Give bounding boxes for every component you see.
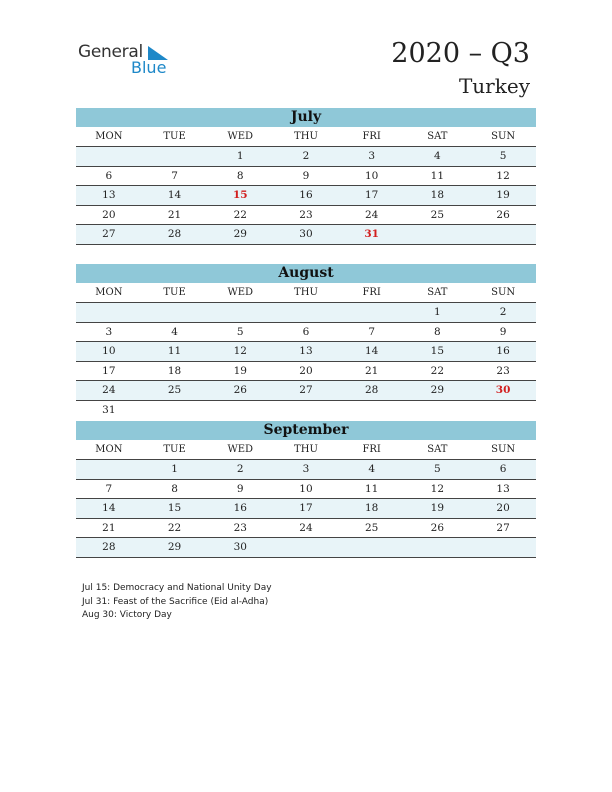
page-title: 2020 – Q3 xyxy=(391,38,530,69)
weekday-label: FRI xyxy=(339,440,405,460)
day-cell: 14 xyxy=(142,186,208,206)
day-cell xyxy=(405,538,471,558)
day-cell: 7 xyxy=(76,479,142,499)
day-cell: 4 xyxy=(142,322,208,342)
day-cell: 27 xyxy=(273,381,339,401)
weekday-label: SAT xyxy=(405,440,471,460)
month-title: September xyxy=(76,421,536,440)
day-cell: 31 xyxy=(102,403,116,416)
day-cell: 8 xyxy=(405,322,471,342)
day-cell: 4 xyxy=(405,147,471,167)
calendar-grid xyxy=(76,283,536,419)
day-cell: 29 xyxy=(142,538,208,558)
day-cell: 24 xyxy=(76,381,142,401)
day-cell: 15 xyxy=(142,499,208,519)
month-title: August xyxy=(76,264,536,283)
day-cell: 22 xyxy=(405,361,471,381)
day-cell: 3 xyxy=(76,322,142,342)
weekday-label: FRI xyxy=(339,127,405,147)
day-cell: 9 xyxy=(470,322,536,342)
week-row xyxy=(76,538,536,558)
weekday-label: MON xyxy=(76,283,142,303)
day-cell: 21 xyxy=(142,205,208,225)
day-cell: 2 xyxy=(273,147,339,167)
day-cell: 12 xyxy=(207,342,273,362)
day-cell xyxy=(207,303,273,323)
day-cell: 29 xyxy=(207,225,273,245)
day-cell: 17 xyxy=(273,499,339,519)
day-cell: 10 xyxy=(273,479,339,499)
day-cell: 18 xyxy=(142,361,208,381)
week-row xyxy=(76,499,536,519)
day-cell: 8 xyxy=(207,166,273,186)
country-name: Turkey xyxy=(458,74,530,98)
day-cell: 20 xyxy=(273,361,339,381)
weekday-label: TUE xyxy=(142,440,208,460)
weekday-label: MON xyxy=(76,127,142,147)
day-cell: 2 xyxy=(470,303,536,323)
day-cell: 12 xyxy=(405,479,471,499)
day-cell: 3 xyxy=(273,460,339,480)
day-cell: 22 xyxy=(207,205,273,225)
day-cell: 19 xyxy=(470,186,536,206)
day-cell: 25 xyxy=(339,518,405,538)
week-row xyxy=(76,322,536,342)
holiday-note: Jul 31: Feast of the Sacrifice (Eid al-Adha) xyxy=(82,596,269,607)
weekday-label: TUE xyxy=(142,127,208,147)
day-cell: 31 xyxy=(339,225,405,245)
holiday-notes xyxy=(82,582,272,623)
day-cell: 21 xyxy=(339,361,405,381)
day-cell xyxy=(470,225,536,245)
week-row xyxy=(76,205,536,225)
calendar-grid xyxy=(76,127,536,245)
generalblue-logo xyxy=(78,42,178,82)
weekday-label: FRI xyxy=(339,283,405,303)
week-row xyxy=(76,381,536,401)
day-cell: 21 xyxy=(76,518,142,538)
weekday-header-row xyxy=(76,440,536,460)
day-cell xyxy=(142,303,208,323)
day-cell: 14 xyxy=(76,499,142,519)
day-cell xyxy=(76,147,142,167)
day-cell: 11 xyxy=(142,342,208,362)
day-cell: 8 xyxy=(142,479,208,499)
day-cell: 6 xyxy=(470,460,536,480)
day-cell xyxy=(470,400,536,419)
day-cell: 7 xyxy=(339,322,405,342)
weekday-label: THU xyxy=(273,127,339,147)
day-cell: 22 xyxy=(142,518,208,538)
weekday-label: WED xyxy=(207,127,273,147)
weekday-label: WED xyxy=(207,440,273,460)
calendar-grid xyxy=(76,440,536,558)
day-cell xyxy=(76,303,142,323)
day-cell: 28 xyxy=(142,225,208,245)
week-row xyxy=(76,303,536,323)
week-row xyxy=(76,479,536,499)
day-cell: 23 xyxy=(207,518,273,538)
day-cell: 30 xyxy=(273,225,339,245)
day-cell: 26 xyxy=(207,381,273,401)
day-cell: 24 xyxy=(273,518,339,538)
weekday-label: SUN xyxy=(470,440,536,460)
week-row xyxy=(76,361,536,381)
day-cell: 15 xyxy=(207,186,273,206)
day-cell: 30 xyxy=(470,381,536,401)
weekday-label: WED xyxy=(207,283,273,303)
day-cell xyxy=(339,400,405,419)
day-cell: 3 xyxy=(339,147,405,167)
day-cell: 26 xyxy=(470,205,536,225)
week-row xyxy=(76,518,536,538)
month-july xyxy=(76,108,536,245)
weekday-label: MON xyxy=(76,440,142,460)
day-cell: 13 xyxy=(470,479,536,499)
day-cell: 20 xyxy=(470,499,536,519)
day-cell: 12 xyxy=(470,166,536,186)
weekday-label: TUE xyxy=(142,283,208,303)
day-cell: 13 xyxy=(273,342,339,362)
day-cell: 16 xyxy=(207,499,273,519)
weekday-label: THU xyxy=(273,283,339,303)
day-cell: 23 xyxy=(273,205,339,225)
day-cell: 28 xyxy=(76,538,142,558)
day-cell: 30 xyxy=(207,538,273,558)
day-cell: 13 xyxy=(76,186,142,206)
logo-text-general: General xyxy=(78,42,143,62)
day-cell: 19 xyxy=(405,499,471,519)
day-cell: 6 xyxy=(273,322,339,342)
day-cell xyxy=(339,538,405,558)
day-cell: 25 xyxy=(405,205,471,225)
day-cell: 5 xyxy=(405,460,471,480)
day-cell xyxy=(207,400,273,419)
day-cell: 11 xyxy=(405,166,471,186)
day-cell: 19 xyxy=(207,361,273,381)
day-cell: 17 xyxy=(339,186,405,206)
day-cell xyxy=(273,538,339,558)
month-title: July xyxy=(76,108,536,127)
weekday-label: THU xyxy=(273,440,339,460)
day-cell xyxy=(273,400,339,419)
day-cell: 15 xyxy=(405,342,471,362)
day-cell xyxy=(273,303,339,323)
day-cell: 25 xyxy=(142,381,208,401)
week-row xyxy=(76,147,536,167)
day-cell: 2 xyxy=(207,460,273,480)
day-cell: 5 xyxy=(207,322,273,342)
weekday-label: SAT xyxy=(405,127,471,147)
month-august xyxy=(76,264,536,419)
week-row xyxy=(76,400,536,419)
day-cell xyxy=(405,225,471,245)
holiday-note: Aug 30: Victory Day xyxy=(82,610,172,620)
weekday-label: SUN xyxy=(470,127,536,147)
day-cell: 27 xyxy=(470,518,536,538)
day-cell: 24 xyxy=(339,205,405,225)
day-cell: 26 xyxy=(405,518,471,538)
logo-text-blue: Blue xyxy=(131,58,167,77)
day-cell: 18 xyxy=(339,499,405,519)
day-cell xyxy=(76,460,142,480)
day-cell: 5 xyxy=(470,147,536,167)
day-cell: 17 xyxy=(76,361,142,381)
day-cell: 1 xyxy=(207,147,273,167)
week-row xyxy=(76,342,536,362)
day-cell: 28 xyxy=(339,381,405,401)
day-cell: 10 xyxy=(339,166,405,186)
week-row xyxy=(76,460,536,480)
week-row xyxy=(76,225,536,245)
day-cell: 27 xyxy=(76,225,142,245)
week-row xyxy=(76,166,536,186)
holiday-note: Jul 15: Democracy and National Unity Day xyxy=(82,583,272,593)
day-cell xyxy=(142,147,208,167)
weekday-label: SUN xyxy=(470,283,536,303)
day-cell: 1 xyxy=(405,303,471,323)
day-cell: 18 xyxy=(405,186,471,206)
month-september xyxy=(76,421,536,558)
weekday-header-row xyxy=(76,283,536,303)
day-cell: 4 xyxy=(339,460,405,480)
day-cell: 16 xyxy=(273,186,339,206)
day-cell xyxy=(339,303,405,323)
day-cell xyxy=(405,400,471,419)
weekday-label: SAT xyxy=(405,283,471,303)
day-cell: 10 xyxy=(76,342,142,362)
day-cell: 6 xyxy=(76,166,142,186)
day-cell: 20 xyxy=(76,205,142,225)
day-cell: 9 xyxy=(207,479,273,499)
day-cell: 1 xyxy=(142,460,208,480)
week-row xyxy=(76,186,536,206)
day-cell: 9 xyxy=(273,166,339,186)
day-cell: 11 xyxy=(339,479,405,499)
day-cell xyxy=(142,400,208,419)
day-cell: 16 xyxy=(470,342,536,362)
day-cell: 29 xyxy=(405,381,471,401)
day-cell: 7 xyxy=(142,166,208,186)
weekday-header-row xyxy=(76,127,536,147)
day-cell xyxy=(470,538,536,558)
day-cell: 14 xyxy=(339,342,405,362)
day-cell: 23 xyxy=(470,361,536,381)
